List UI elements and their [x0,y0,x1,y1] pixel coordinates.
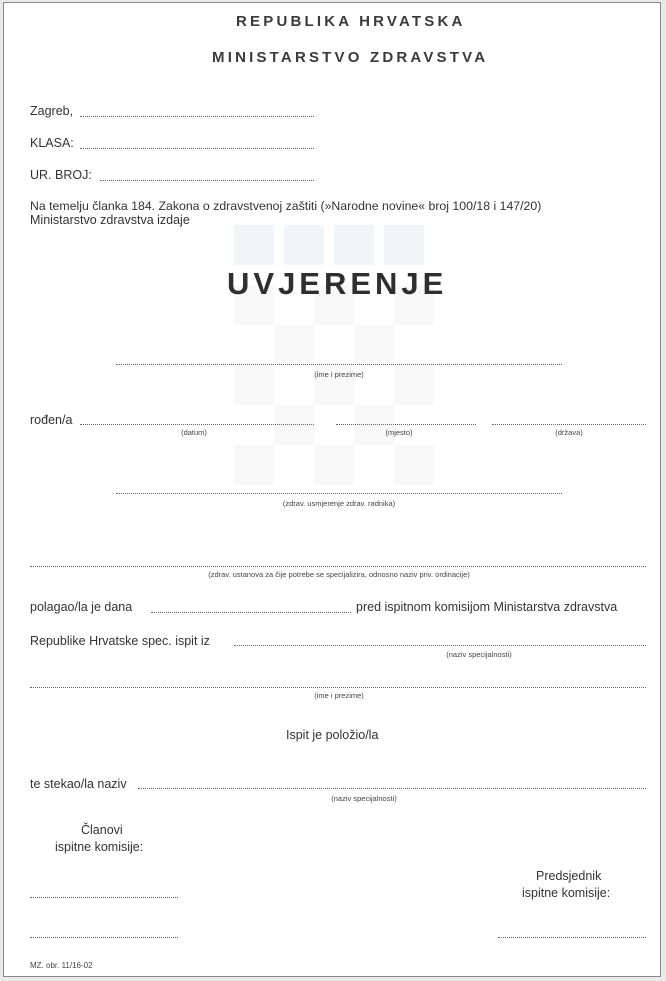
name-line[interactable] [116,364,562,365]
members-label-line1: Članovi [81,823,123,837]
klasa-label: KLASA: [30,136,74,150]
institution-caption: (zdrav. ustanova za čije potrebe se specijalizira, odnosno naziv priv. ordinacije) [208,570,470,579]
country-line[interactable] [492,424,646,425]
document-title: UVJERENJE [227,266,448,301]
place-label: Zagreb, [30,104,74,118]
member-signature-line-1[interactable] [30,897,178,898]
president-label-line2: ispitne komisije: [522,886,611,900]
born-label: rođen/a [30,413,73,427]
exam-passed-text: Ispit je položio/la [286,728,379,742]
specialty-caption: (naziv specijalnosti) [446,650,512,659]
title-line[interactable] [138,788,646,789]
passed-on-label: polagao/la je dana [30,600,133,614]
name2-caption: (ime i prezime) [314,691,364,700]
country-caption: (država) [555,428,583,437]
klasa-line[interactable] [80,148,314,149]
ministry-heading: MINISTARSTVO ZDRAVSTVA [212,49,489,66]
acquired-title-label: te stekao/la naziv [30,777,127,791]
legal-basis-line1: Na temelju članka 184. Zakona o zdravstvenoj zaštiti (»Narodne novine« broj 100/18 i 147/20) [30,199,542,213]
commission-label: pred ispitnom komisijom Ministarstva zdravstva [356,600,618,614]
ur-broj-line[interactable] [100,180,314,181]
republic-heading: REPUBLIKA HRVATSKA [236,13,466,30]
name2-line[interactable] [30,687,646,688]
place-line[interactable] [80,116,314,117]
republic-exam-label: Republike Hrvatske spec. ispit iz [30,634,210,648]
orientation-line[interactable] [116,493,562,494]
birthplace-caption: (mjesto) [385,428,413,437]
certificate-page [3,2,661,977]
date-caption: (datum) [181,428,207,437]
member-signature-line-2[interactable] [30,937,178,938]
form-code: MZ. obr. 11/16-02 [30,961,93,970]
exam-date-line[interactable] [151,612,351,613]
orientation-caption: (zdrav. usmjerenje zdrav. radnika) [282,499,396,508]
members-label-line2: ispitne komisije: [55,840,144,854]
president-label-line1: Predsjednik [536,869,602,883]
specialty-line[interactable] [234,645,646,646]
name-caption: (ime i prezime) [314,370,364,379]
birthplace-line[interactable] [336,424,476,425]
institution-line[interactable] [30,566,646,567]
specialty2-caption: (naziv specijalnosti) [331,794,397,803]
ur-broj-label: UR. BROJ: [30,168,92,182]
president-signature-line[interactable] [498,937,646,938]
date-line[interactable] [80,424,314,425]
legal-basis-line2: Ministarstvo zdravstva izdaje [30,213,190,227]
